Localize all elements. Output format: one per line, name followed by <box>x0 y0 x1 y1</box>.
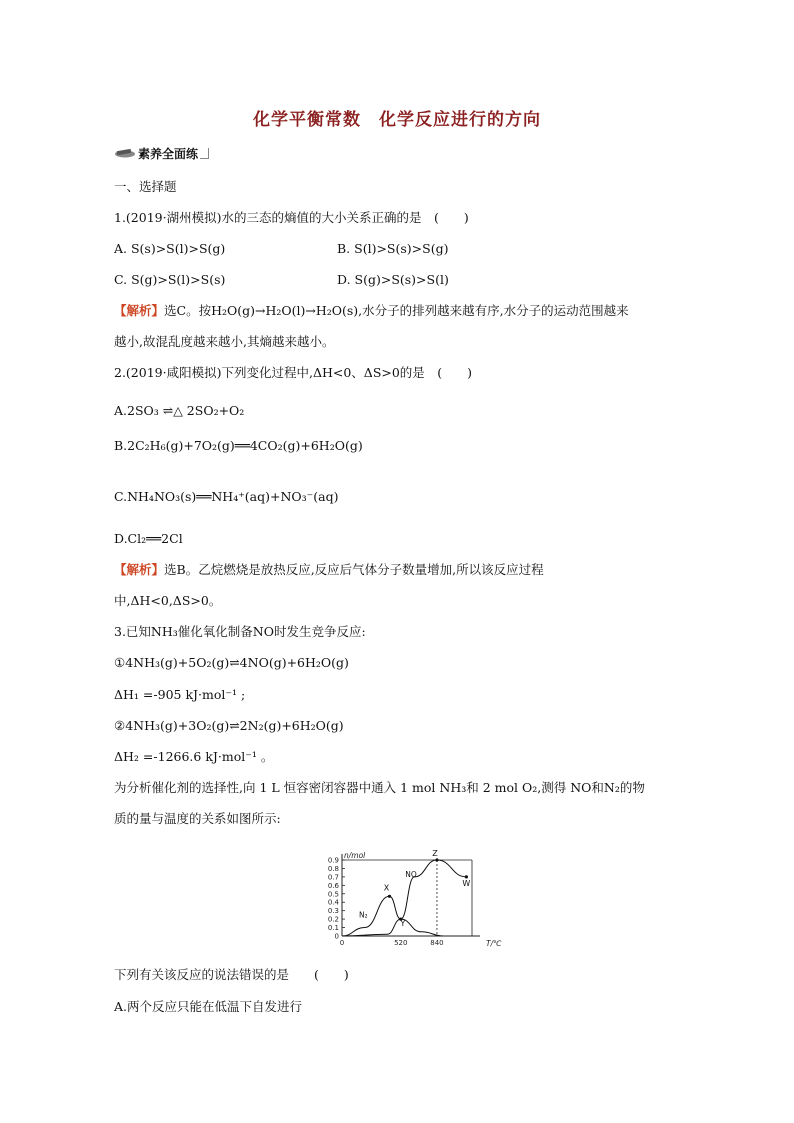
y-tick-label: 0.7 <box>327 873 339 882</box>
page-title: 化学平衡常数 化学反应进行的方向 <box>253 110 541 130</box>
nh3-oxidation-chart <box>320 842 502 952</box>
point-label: W <box>462 878 471 888</box>
y-tick-label: 0 <box>334 932 339 941</box>
point-marker <box>388 895 391 898</box>
q1-option-a: A. S(s)>S(l)>S(g) <box>114 241 226 256</box>
q1-option-c: C. S(g)>S(l)>S(s) <box>114 272 226 287</box>
q3-dh1: ΔH₁ =-905 kJ·mol⁻¹ ; <box>114 687 246 702</box>
q1-analysis-line-1 <box>114 302 629 320</box>
series-label-n2: N₂ <box>358 910 368 920</box>
y-tick-label: 0.9 <box>327 856 339 865</box>
q3-desc-2: 质的量与温度的关系如图所示: <box>114 811 281 826</box>
q3-ask: 下列有关该反应的说法错误的是 ( ) <box>114 967 349 982</box>
q3-reaction-1: ①4NH₃(g)+5O₂(g)⇌4NO(g)+6H₂O(g) <box>114 655 349 670</box>
chart-axes <box>342 854 480 936</box>
q2-analysis-text-1: 选B。乙烷燃烧是放热反应,反应后气体分子数量增加,所以该反应过程 <box>164 562 544 577</box>
y-axis-label: n/mol <box>344 851 366 860</box>
q2-option-b: B.2C₂H₆(g)+7O₂(g)══4CO₂(g)+6H₂O(g) <box>114 438 363 453</box>
q1-analysis-text-1: 选C。按H₂O(g)→H₂O(l)→H₂O(s),水分子的排列越来越有序,水分子的运动范围越来 <box>164 303 629 318</box>
pencil-icon <box>114 148 136 158</box>
x-axis-label: T/℃ <box>486 939 502 948</box>
x-tick-label: 840 <box>430 939 444 947</box>
y-tick-label: 0.2 <box>327 915 339 924</box>
y-tick-label: 0.1 <box>327 924 339 933</box>
q2-analysis-line-1 <box>114 561 544 579</box>
y-tick-label: 0.6 <box>327 881 339 890</box>
y-tick-label: 0.3 <box>327 907 339 916</box>
q2-option-a: A.2SO₃ ⇌△ 2SO₂+O₂ <box>114 403 245 418</box>
y-tick-label: 0.4 <box>327 898 339 907</box>
y-tick-label: 0.8 <box>327 864 339 873</box>
point-label: X <box>383 883 390 893</box>
q3-dh2: ΔH₂ =-1266.6 kJ·mol⁻¹ 。 <box>114 749 274 764</box>
y-tick-label: 0.5 <box>327 890 339 899</box>
q1-option-b: B. S(l)>S(s)>S(g) <box>337 241 449 256</box>
badge-decoration <box>200 148 209 159</box>
analysis-label: 【解析】 <box>114 562 165 577</box>
q3-stem: 3.已知NH₃催化氧化制备NO时发生竞争反应: <box>114 624 366 639</box>
q1-stem: 1.(2019·湖州模拟)水的三态的熵值的大小关系正确的是 ( ) <box>114 210 469 225</box>
series-label-no: NO <box>405 869 417 879</box>
q2-analysis-line-2: 中,ΔH<0,ΔS>0。 <box>114 593 222 608</box>
q3-reaction-2: ②4NH₃(g)+3O₂(g)⇌2N₂(g)+6H₂O(g) <box>114 718 344 733</box>
section-badge <box>114 146 209 160</box>
q2-stem: 2.(2019·咸阳模拟)下列变化过程中,ΔH<0、ΔS>0的是 ( ) <box>114 365 473 380</box>
q1-analysis-line-2: 越小,故混乱度越来越小,其熵越来越小。 <box>114 334 335 349</box>
q2-option-d: D.Cl₂══2Cl <box>114 531 183 546</box>
q3-option-a: A.两个反应只能在低温下自发进行 <box>114 999 303 1014</box>
q3-desc-1: 为分析催化剂的选择性,向 1 L 恒容密闭容器中通入 1 mol NH₃和 2 mol O₂,测得 NO和N₂的物 <box>114 780 645 795</box>
chart-labels <box>328 849 502 948</box>
q1-option-d: D. S(g)>S(s)>S(l) <box>337 272 449 287</box>
point-label: Z <box>432 849 438 858</box>
analysis-label: 【解析】 <box>114 303 165 318</box>
section-heading: 一、选择题 <box>114 179 177 194</box>
x-tick-label: 520 <box>394 939 408 947</box>
x-tick-label: 0 <box>339 939 345 947</box>
point-marker <box>435 858 438 861</box>
point-label: Y <box>400 919 406 929</box>
badge-label: 素养全面练 <box>138 146 199 161</box>
q2-option-c: C.NH₄NO₃(s)══NH₄⁺(aq)+NO₃⁻(aq) <box>114 489 339 504</box>
